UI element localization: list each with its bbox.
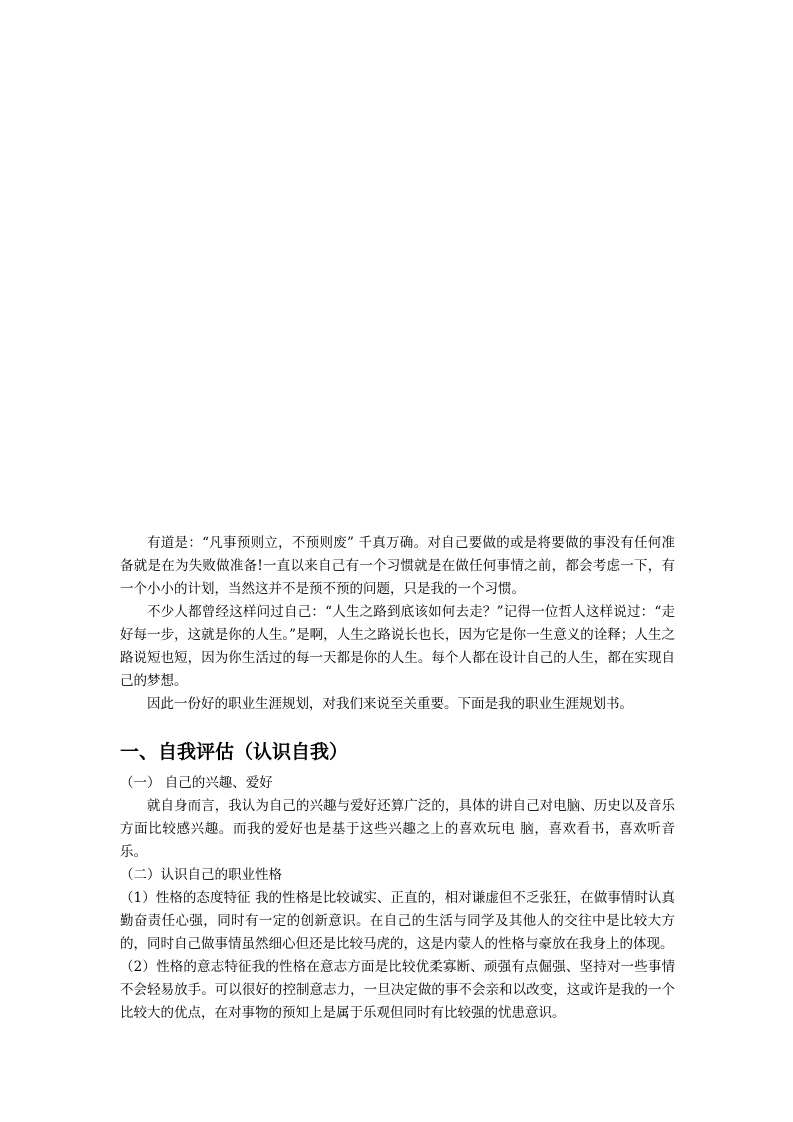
subsection-title-interests: （一） 自己的兴趣、爱好	[120, 775, 273, 791]
section-spacer	[120, 716, 675, 738]
personality-will-paragraph: （2）性格的意志特征我的性格在意志方面是比较优柔寡断、顽强有点倔强、坚持对一些事情不会轻易放手。可以很好的控制意志力，一旦决定做的事不会亲和以改变，这或许是我的一个比较大的优点，在对事物的预知上是属于乐观但同时有比较强的忧患意识。	[120, 959, 675, 1021]
section-heading-self-assessment: 一、自我评估（认识自我）	[120, 741, 349, 763]
document-body	[120, 532, 675, 1025]
interests-paragraph: 就自身而言，我认为自己的兴趣与爱好还算广泛的，具体的讲自己对电脑、历史以及音乐方面比较感兴趣。而我的爱好也是基于这些兴趣之上的喜欢玩电 脑，喜欢看书，喜欢听音乐。	[120, 798, 675, 860]
intro-paragraph-3: 因此一份好的职业生涯规划，对我们来说至关重要。下面是我的职业生涯规划书。	[147, 696, 633, 712]
personality-attitude-paragraph: （1）性格的态度特征 我的性格是比较诚实、正直的，相对谦虚但不乏张狂，在做事情时认真勤奋责任心强，同时有一定的创新意识。在自己的生活与同学及其他人的交往中是比较大方的，同时自己做事情虽然细心但还是比较马虎的，这是内蒙人的性格与豪放在我身上的体现。	[120, 890, 675, 952]
subsection-title-personality: （二）认识自己的职业性格	[120, 867, 282, 883]
intro-paragraph-2: 不少人都曾经这样问过自己：“人生之路到底该如何去走？”记得一位哲人这样说过：“走好每一步，这就是你的人生。”是啊，人生之路说长也长，因为它是你一生意义的诠释；人生之路说短也短，因为你生活过的每一天都是你的人生。每个人都在设计自己的人生，都在实现自己的梦想。	[120, 604, 675, 689]
intro-paragraph-1: 有道是：“凡事预则立，不预则废” 千真万确。对自己要做的或是将要做的事没有任何准备就是在为失败做准备!一直以来自己有一个习惯就是在做任何事情之前，都会考虑一下，有一个小小的计划，当然这并不是预不预的问题，只是我的一个习惯。	[120, 535, 675, 597]
